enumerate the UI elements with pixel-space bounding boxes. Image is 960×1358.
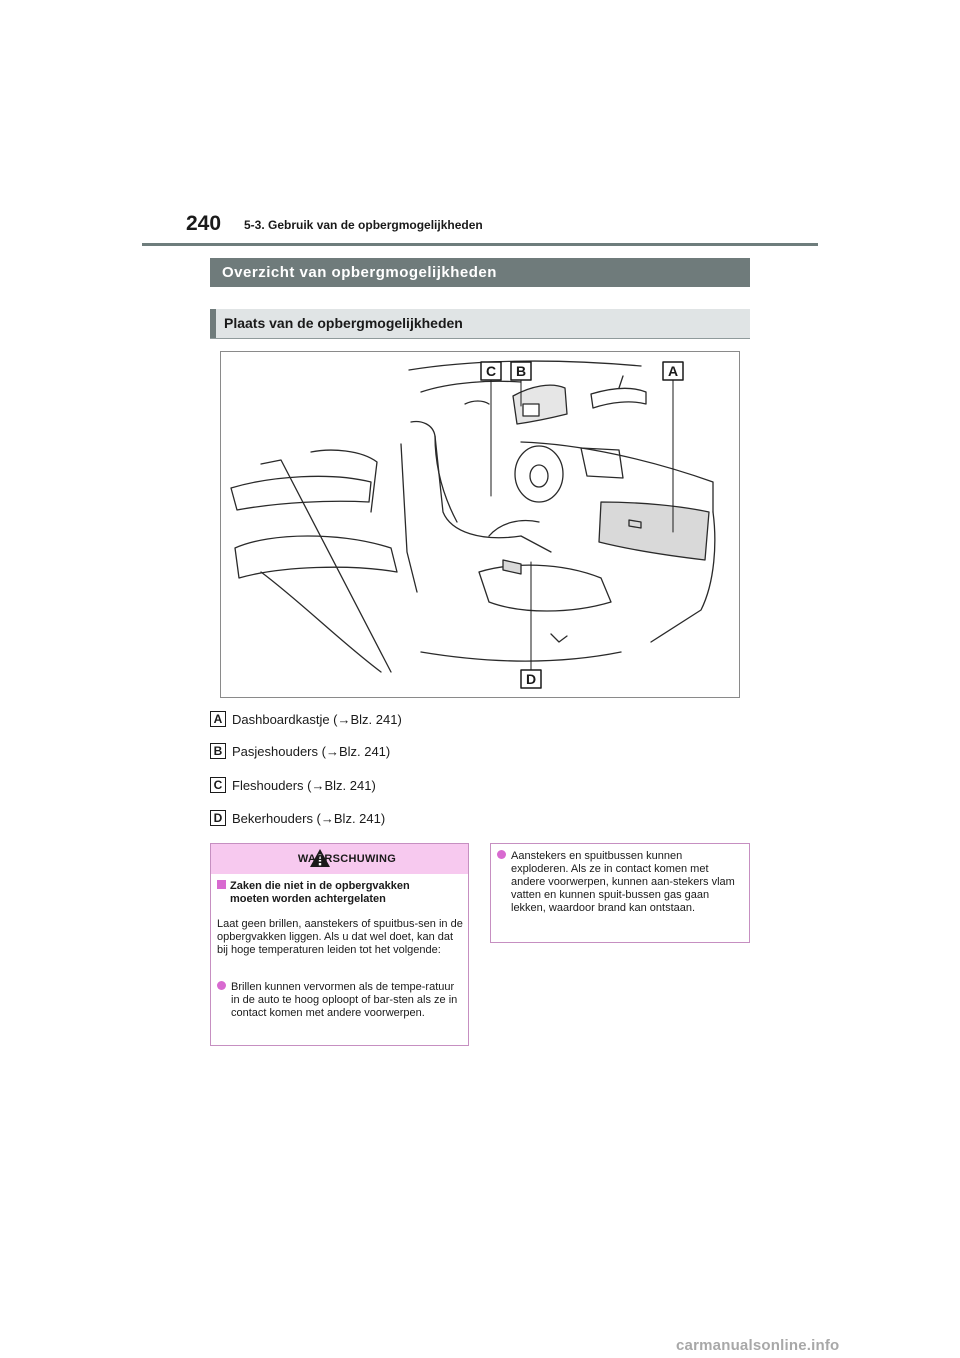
page-number: 240 [186,212,222,235]
driver-seat-back [435,436,457,522]
subsection-title: Plaats van de opbergmogelijkheden [224,315,463,331]
warning-box [210,843,469,1046]
subsection-heading [210,309,750,339]
rear-headrest-left [231,476,371,510]
square-bullet-icon [217,880,226,889]
warning-header [211,844,468,874]
legend-letter-b: B [210,743,226,759]
callout-d [521,670,541,688]
warning-box-continued [490,843,750,943]
steering-wheel [515,446,563,502]
callout-a [663,362,683,380]
warning-body: Laat geen brillen, aanstekers of spuitbus-sen in de opbergvakken liggen. Als u dat wel doet, kan dat bij hoge temperaturen leiden tot het volgende: [217,918,463,956]
warning-bullet-1 [217,981,465,1020]
callout-b-label: B [515,363,527,379]
floor-line [421,652,621,661]
legend-item-a [210,711,402,729]
warning-title: WAARSCHUWING [297,853,397,865]
glove-box [599,502,709,560]
rear-view-mirror [591,388,646,408]
center-display [581,448,623,478]
legend-text-b: Pasjeshouders (→Blz. 241) [232,744,391,759]
callout-a-label: A [667,363,679,379]
seat-belt [261,460,391,672]
legend-item-b [210,743,390,761]
rear-seat-back [235,536,397,578]
bullet-dot-icon [217,981,226,990]
legend-item-d [210,810,385,828]
section-heading: Overzicht van opbergmogelijkheden [210,258,750,287]
callout-c-label: C [485,363,497,379]
rear-seat-edge [261,572,381,672]
storage-location-figure [220,351,740,698]
floor-detail [551,634,567,642]
driver-seat [411,422,551,552]
legend-text-c: Fleshouders (→Blz. 241) [232,778,376,793]
passenger-seat-cushion [479,565,611,611]
windshield-edge [421,381,521,392]
legend-letter-c: C [210,777,226,793]
legend-text-d: Bekerhouders (→Blz. 241) [232,811,386,826]
legend-item-c [210,777,376,795]
steering-hub [530,465,548,487]
callout-c [481,362,501,380]
card-holder [523,404,539,416]
subsection-bar [210,309,216,338]
center-console [489,521,539,536]
cup-holder [503,560,521,574]
warning-bullet-2 [497,850,745,915]
warning-subheading [217,880,457,906]
legend-text-a: Dashboardkastje (→Blz. 241) [232,712,402,727]
mirror-stem [619,376,623,388]
warning-bullet-1-text: Brillen kunnen vervormen als de tempe-ratuur in de auto te hoog oploopt of bar-sten als ze in contact komen met andere voorwerpen. [231,981,458,1019]
b-pillar-belt [401,444,417,592]
dashboard-top [521,442,713,512]
legend-letter-a: A [210,711,226,727]
grab-handle [465,401,489,404]
callout-b [511,362,531,380]
bullet-dot-icon [497,850,506,859]
watermark: carmanualsonline.info [676,1337,840,1354]
car-interior-illustration [221,352,739,697]
callout-d-label: D [525,671,537,687]
chapter-title: 5-3. Gebruik van de opbergmogelijkheden [244,218,483,232]
warning-bullet-2-text: Aanstekers en spuitbussen kunnen exploderen. Als ze in contact komen met andere voorwerpen, kunnen aan-stekers vlam vatten en kunnen spuit-bussen gas gaan lekken, waardoor brand kan ontstaan. [511,850,735,914]
header-rule [142,243,818,246]
warning-subheading-text: Zaken die niet in de opbergvakken moeten worden achtergelaten [230,880,410,905]
legend-letter-d: D [210,810,226,826]
